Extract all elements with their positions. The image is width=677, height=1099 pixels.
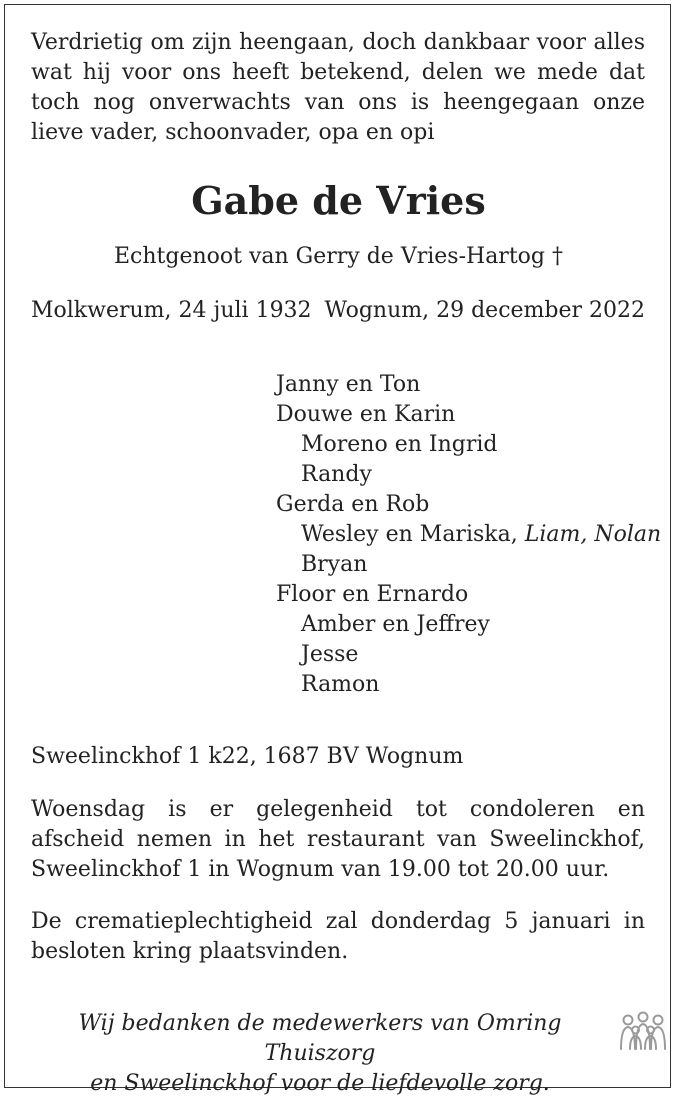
- family-member-name: Randy: [301, 462, 372, 487]
- deceased-name: Gabe de Vries: [191, 178, 486, 223]
- family-member: [276, 580, 656, 610]
- family-member-name: Douwe en Karin: [276, 402, 456, 427]
- family-member-name: Amber en Jeffrey: [301, 612, 490, 637]
- family-member: [276, 640, 656, 670]
- family-member: [276, 490, 656, 520]
- family-member-name: Moreno en Ingrid: [301, 432, 498, 457]
- family-member-name: Wesley en Mariska,: [301, 522, 518, 547]
- family-member-name: Janny en Ton: [276, 372, 421, 397]
- death-place-date: Wognum, 29 december 2022: [324, 298, 645, 323]
- family-member: [276, 460, 656, 490]
- cremation-text: De crematieplechtigheid zal donderdag 5 januari in besloten kring plaatsvinden.: [31, 909, 645, 964]
- family-member: [276, 520, 662, 550]
- thanks-text: [40, 1009, 600, 1099]
- family-member-name: Jesse: [301, 642, 359, 667]
- family-member: [276, 610, 656, 640]
- family-member-name: Bryan: [301, 552, 368, 577]
- family-member-name: Floor en Ernardo: [276, 582, 469, 607]
- birth-place-date: Molkwerum, 24 juli 1932: [31, 298, 312, 323]
- family-member: [276, 370, 656, 400]
- thanks-line-2: en Sweelinckhof voor de liefdevolle zorg.: [90, 1071, 550, 1096]
- family-people-icon: [618, 1011, 668, 1051]
- address: Sweelinckhof 1 k22, 1687 BV Wognum: [31, 744, 464, 769]
- condolence-text: Woensdag is er gelegenheid tot condoleren en afscheid nemen in het restaurant van Sweelinckhof, Sweelinckhof 1 in Wognum van 19.00 tot 20.00 uur.: [31, 797, 645, 882]
- family-list: [276, 370, 662, 700]
- family-member-name: Gerda en Rob: [276, 492, 430, 517]
- family-member: [276, 550, 656, 580]
- family-member: [276, 430, 656, 460]
- spouse-line: Echtgenoot van Gerry de Vries-Hartog †: [113, 244, 563, 269]
- thanks-line-1: Wij bedanken de medewerkers van Omring Thuiszorg: [78, 1011, 562, 1066]
- family-member: [276, 400, 656, 430]
- family-member: [276, 670, 656, 700]
- family-member-children: Liam, Nolan: [524, 522, 662, 547]
- family-member-name: Ramon: [301, 672, 380, 697]
- intro-text: Verdrietig om zijn heengaan, doch dankbaar voor alles wat hij voor ons heeft betekend, delen we mede dat toch nog onverwachts van ons is heengegaan onze lieve vader, schoonvader, opa en opi: [31, 30, 645, 145]
